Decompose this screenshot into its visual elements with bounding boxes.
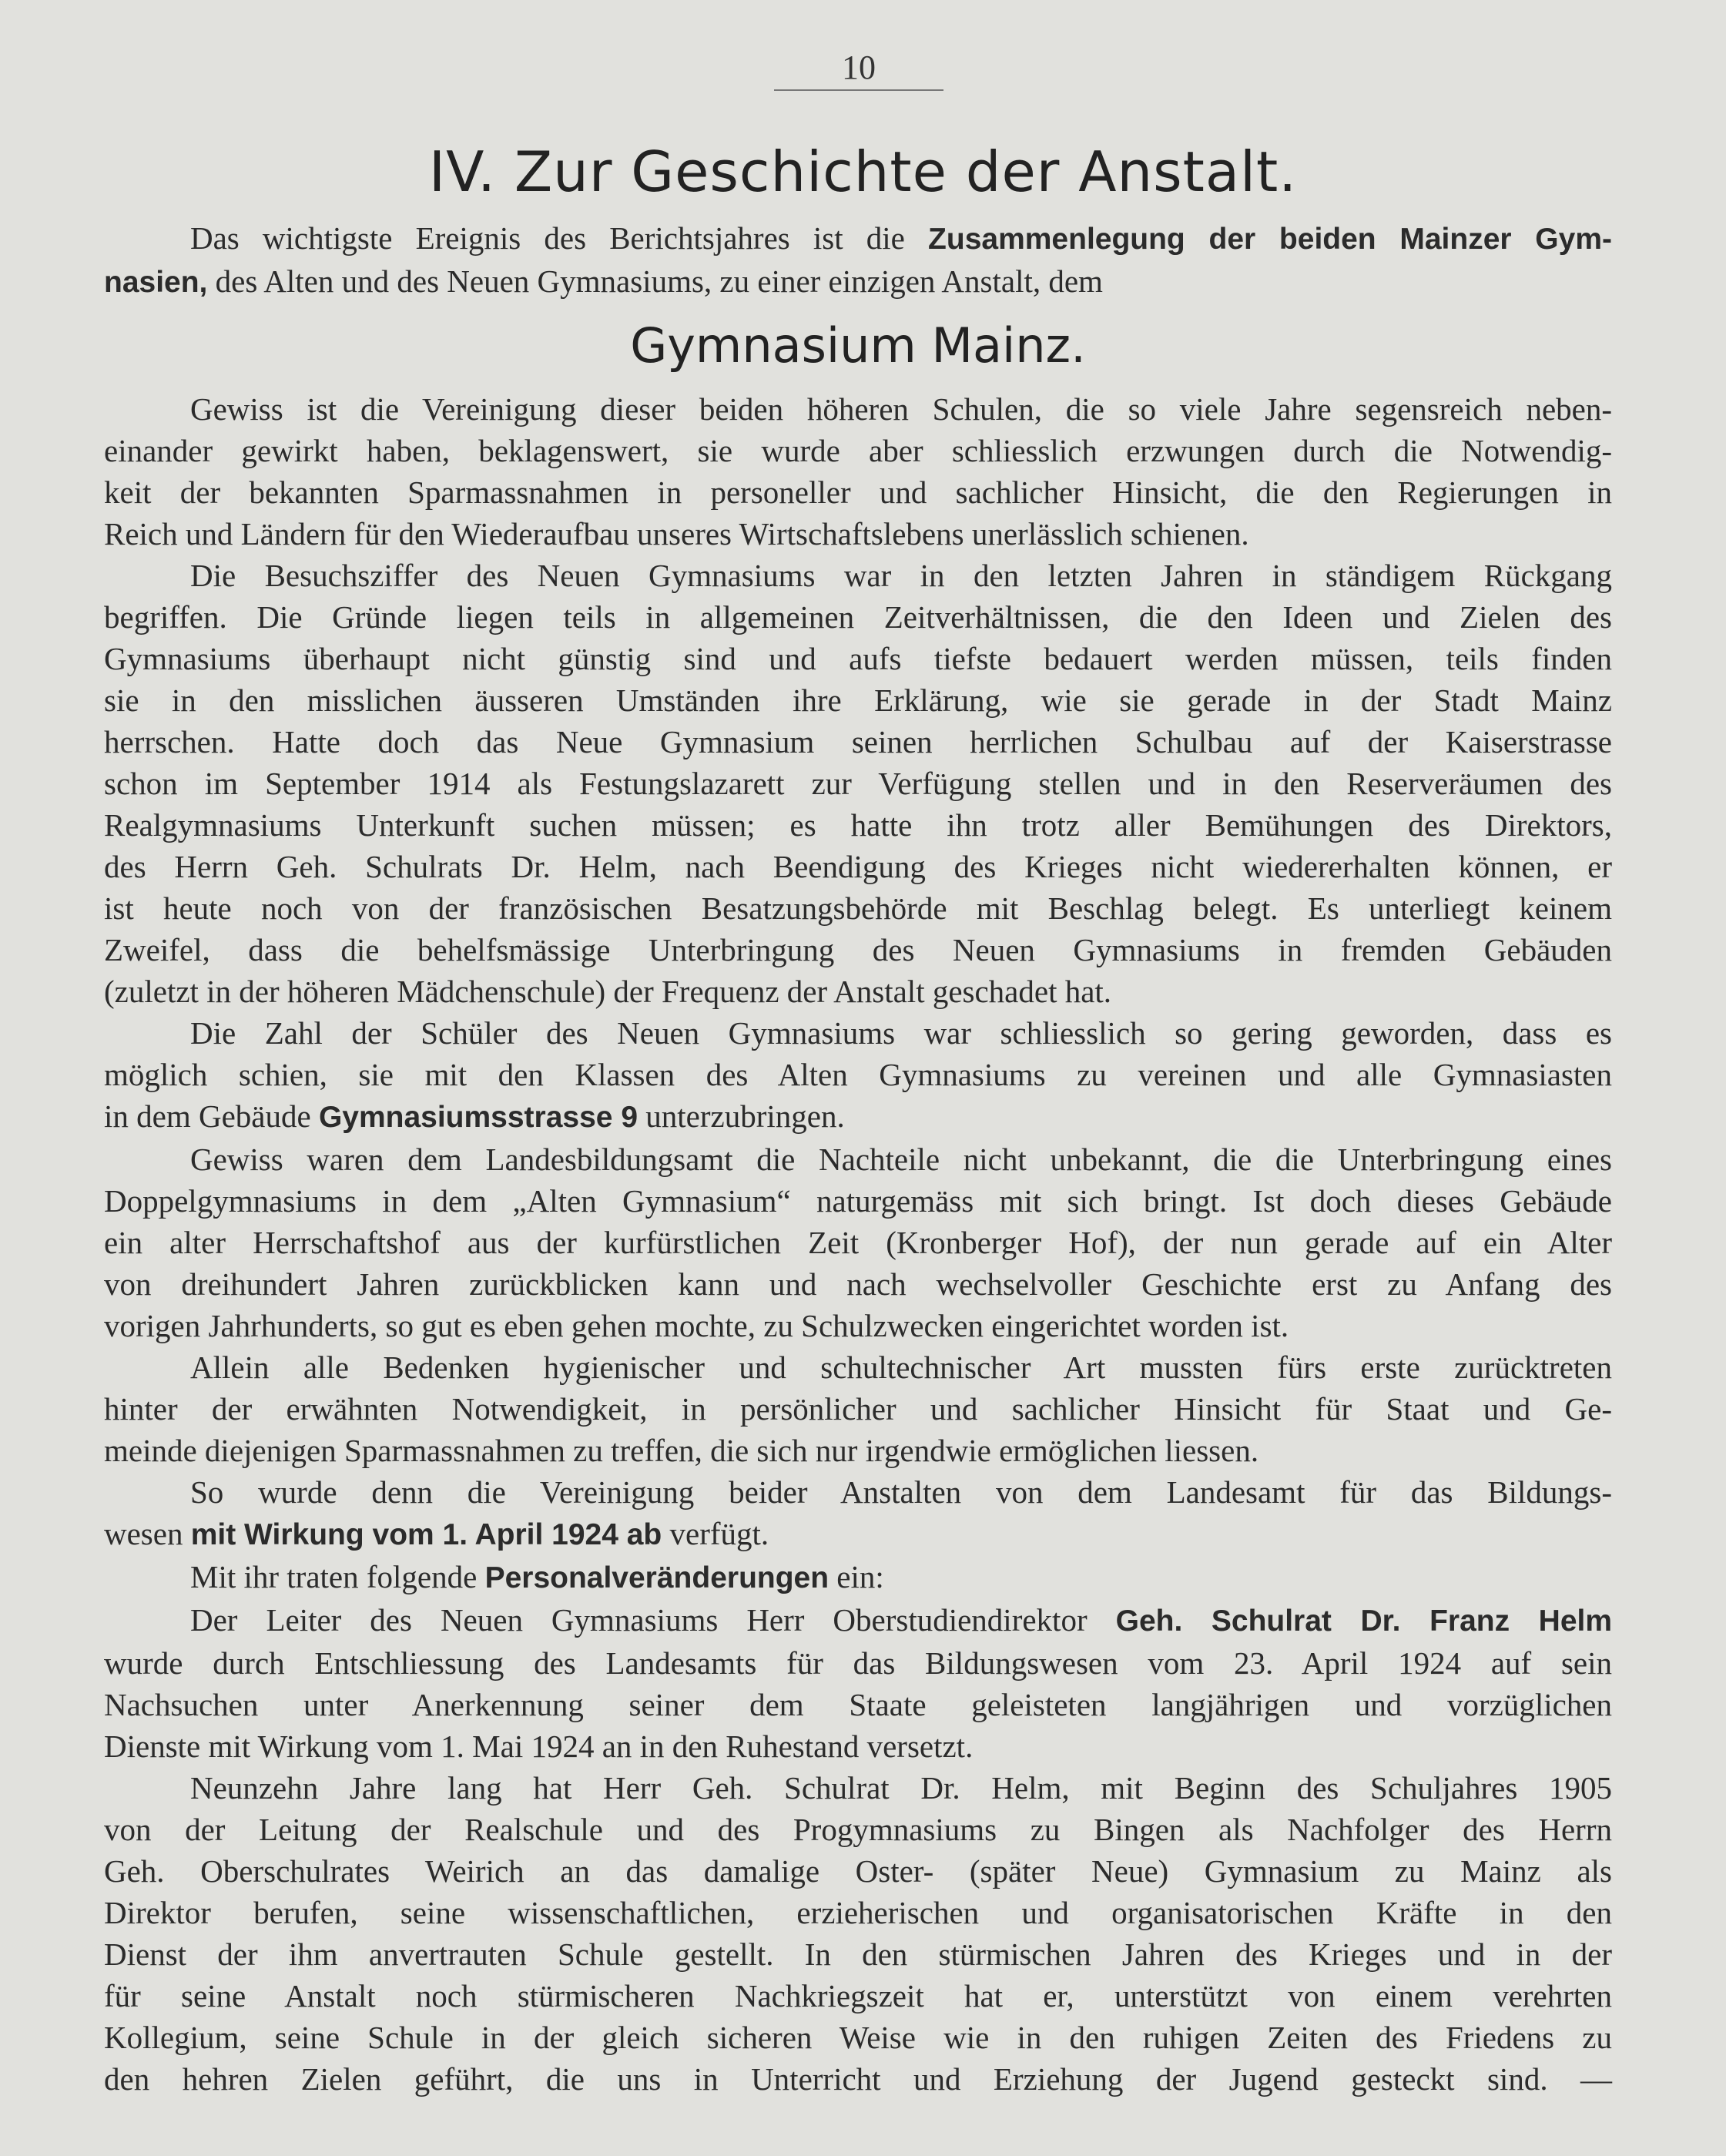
text-line: Gymnasiums überhaupt nicht günstig sind und aufs tiefste bedauert werden müssen, teils finden — [104, 641, 1612, 676]
text-line: ein alter Herrschaftshof aus der kurfürstlichen Zeit (Kronberger Hof), der nun gerade auf ein Alter — [104, 1225, 1612, 1260]
text-line: Dienst der ihm anvertrauten Schule gestellt. In den stürmischen Jahren des Krieges und in der — [104, 1936, 1612, 1972]
text-line: vorigen Jahrhunderts, so gut es eben gehen mochte, zu Schulzwecken eingerichtet worden ist. — [104, 1308, 1289, 1343]
text-line: begriffen. Die Gründe liegen teils in allgemeinen Zeitverhältnissen, die den Ideen und Zielen des — [104, 599, 1612, 635]
text-line: den hehren Zielen geführt, die uns in Unterricht und Erziehung der Jugend gesteckt sind. — — [104, 2061, 1612, 2097]
text-line: Realgymnasiums Unterkunft suchen müssen; es hatte ihn trotz aller Bemühungen des Direktors, — [104, 807, 1612, 843]
text-line: ist heute noch von der französischen Besatzungsbehörde mit Beschlag belegt. Es unterliegt keinem — [104, 890, 1612, 926]
text-line: Der Leiter des Neuen Gymnasiums Herr Oberstudiendirektor Geh. Schulrat Dr. Franz Helm — [190, 1602, 1613, 1638]
text-line: schon im September 1914 als Festungslazarett zur Verfügung stellen und in den Reserveräumen des — [104, 766, 1612, 801]
text-line: Allein alle Bedenken hygienischer und schultechnischer Art mussten fürs erste zurücktreten — [190, 1350, 1612, 1385]
school-name: Gymnasium Mainz. — [630, 317, 1086, 374]
text-line: Nachsuchen unter Anerkennung seiner dem Staate geleisteten langjährigen und vorzüglichen — [104, 1687, 1612, 1722]
text-line: von der Leitung der Realschule und des Progymnasiums zu Bingen als Nachfolger des Herrn — [104, 1812, 1612, 1847]
text-line: sie in den misslichen äusseren Umständen ihre Erklärung, wie sie gerade in der Stadt Mainz — [104, 682, 1612, 718]
text-line: wurde durch Entschliessung des Landesamts für das Bildungswesen vom 23. April 1924 auf sein — [104, 1645, 1612, 1681]
text-line: Dienste mit Wirkung vom 1. Mai 1924 an in den Ruhestand versetzt. — [104, 1728, 974, 1764]
text-line: Direktor berufen, seine wissenschaftlichen, erzieherischen und organisatorischen Kräfte in den — [104, 1895, 1612, 1930]
text-line: Mit ihr traten folgende Personalveränderungen ein: — [190, 1559, 884, 1594]
text-line: Zweifel, dass die behelfsmässige Unterbringung des Neuen Gymnasiums in fremden Gebäuden — [104, 932, 1612, 967]
text-line: Die Zahl der Schüler des Neuen Gymnasiums war schliesslich so gering geworden, dass es — [190, 1015, 1612, 1051]
text-line: hinter der erwähnten Notwendigkeit, in persönlicher und sachlicher Hinsicht für Staat und Ge- — [104, 1391, 1612, 1427]
text-line: von dreihundert Jahren zurückblicken kann und nach wechselvoller Geschichte erst zu Anfang des — [104, 1266, 1612, 1302]
text-line: nasien, des Alten und des Neuen Gymnasiums, zu einer einzigen Anstalt, dem — [104, 263, 1103, 299]
text-line: Neunzehn Jahre lang hat Herr Geh. Schulrat Dr. Helm, mit Beginn des Schuljahres 1905 — [190, 1770, 1612, 1806]
text-line: Gewiss waren dem Landesbildungsamt die Nachteile nicht unbekannt, die die Unterbringung eines — [190, 1142, 1612, 1177]
text-line: (zuletzt in der höheren Mädchenschule) der Frequenz der Anstalt geschadet hat. — [104, 974, 1112, 1009]
text-line: Die Besuchsziffer des Neuen Gymnasiums war in den letzten Jahren in ständigem Rückgang — [190, 558, 1612, 593]
section-heading: IV. Zur Geschichte der Anstalt. — [428, 139, 1298, 204]
text-line: möglich schien, sie mit den Klassen des Alten Gymnasiums zu vereinen und alle Gymnasiasten — [104, 1057, 1612, 1092]
text-line: Reich und Ländern für den Wiederaufbau unseres Wirtschaftslebens unerlässlich schienen. — [104, 516, 1249, 552]
text-line: wesen mit Wirkung vom 1. April 1924 ab verfügt. — [104, 1516, 769, 1551]
text-line: So wurde denn die Vereinigung beider Anstalten von dem Landesamt für das Bildungs- — [190, 1474, 1612, 1510]
page-number: 10 — [842, 49, 876, 86]
text-line: in dem Gebäude Gymnasiumsstrasse 9 unterzubringen. — [104, 1098, 845, 1134]
text-line: Kollegium, seine Schule in der gleich sicheren Weise wie in den ruhigen Zeiten des Friedens zu — [104, 2020, 1612, 2055]
text-line: keit der bekannten Sparmassnahmen in personeller und sachlicher Hinsicht, die den Regierungen in — [104, 474, 1612, 510]
body-text — [104, 217, 1612, 2100]
text-line: Doppelgymnasiums in dem „Alten Gymnasium“ naturgemäss mit sich bringt. Ist doch dieses Gebäude — [104, 1183, 1612, 1219]
text-line: Geh. Oberschulrates Weirich an das damalige Oster- (später Neue) Gymnasium zu Mainz als — [104, 1853, 1612, 1889]
text-line: meinde diejenigen Sparmassnahmen zu treffen, die sich nur irgendwie ermöglichen liessen. — [104, 1433, 1259, 1468]
page-number-rule — [774, 89, 943, 91]
text-line: für seine Anstalt noch stürmischeren Nachkriegszeit hat er, unterstützt von einem verehrten — [104, 1978, 1612, 2013]
text-line: einander gewirkt haben, beklagenswert, sie wurde aber schliesslich erzwungen durch die Notwendig- — [104, 433, 1612, 468]
text-line: herrschen. Hatte doch das Neue Gymnasium seinen herrlichen Schulbau auf der Kaiserstrasse — [104, 724, 1612, 759]
text-line: Das wichtigste Ereignis des Berichtsjahres ist die Zusammenlegung der beiden Mainzer Gym- — [190, 220, 1612, 256]
text-line: Gewiss ist die Vereinigung dieser beiden höheren Schulen, die so viele Jahre segensreich neben- — [190, 391, 1612, 427]
text-line: des Herrn Geh. Schulrats Dr. Helm, nach Beendigung des Krieges nicht wiedererhalten können, er — [104, 849, 1612, 884]
